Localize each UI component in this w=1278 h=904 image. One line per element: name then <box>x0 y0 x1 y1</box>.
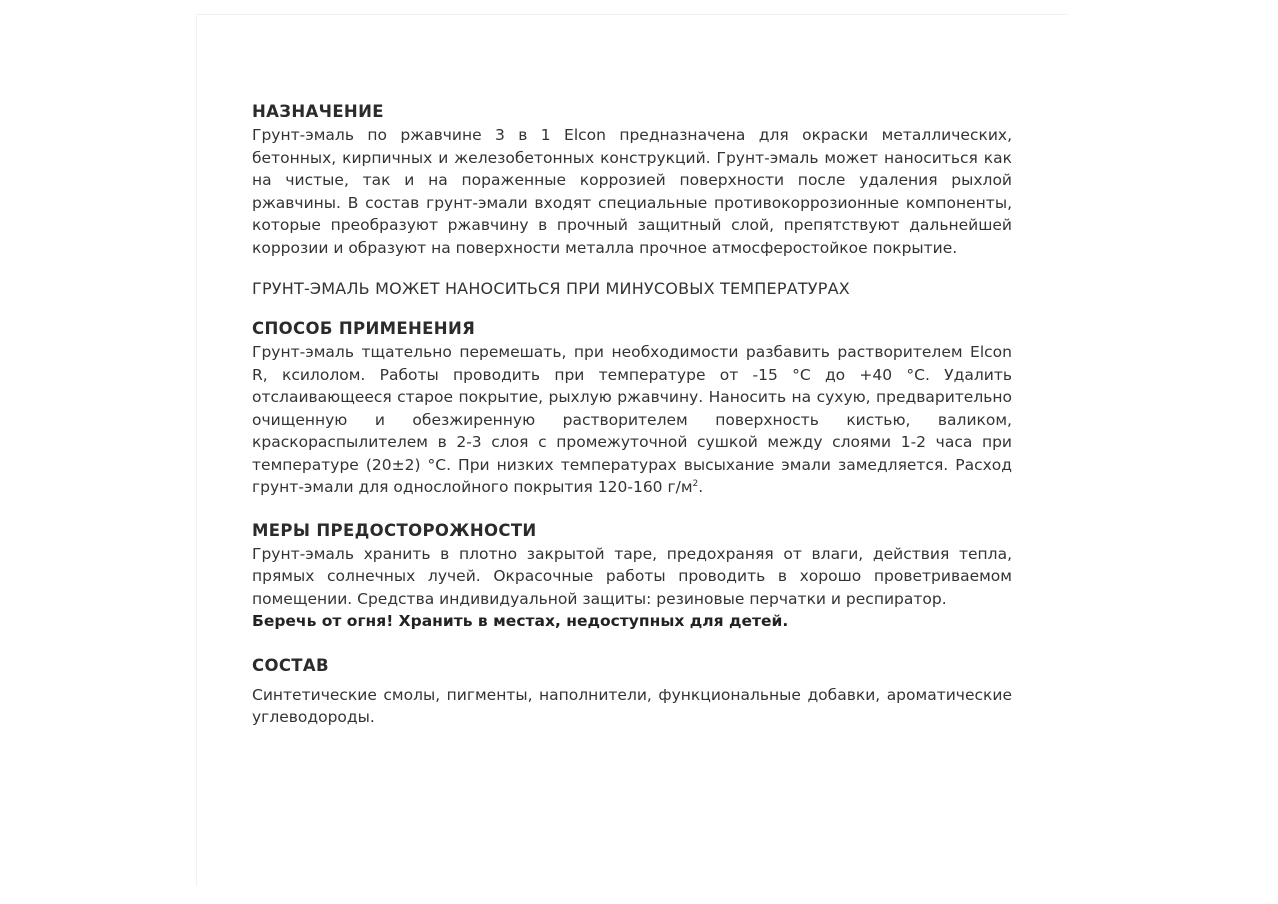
precautions-warning: Беречь от огня! Хранить в местах, недоступных для детей. <box>252 612 789 630</box>
document-body <box>252 100 1012 729</box>
section-precautions <box>252 519 1012 633</box>
section-composition <box>252 654 1012 729</box>
unit-superscript: 2 <box>692 478 699 489</box>
application-text-body: Грунт-эмаль тщательно перемешать, при необходимости разбавить растворителем Elcon R, ксилолом. Работы проводить при температуре от -15 °C до +40 °C. Удалить отслаивающееся старое покрытие, рыхлую ржавчину. Наносить на сухую, предварительно очищенную и обезжиренную растворителем поверхность кистью, валиком, краскораспылителем в 2-3 слоя с промежуточной сушкой между слоями 1-2 часа при температуре (20±2) °C. При низких температурах высыхание эмали замедляется. Расход грунт-эмали для однослойного покрытия 120-160 г/м <box>252 343 1012 496</box>
section-application <box>252 317 1012 499</box>
section-title-precautions: МЕРЫ ПРЕДОСТОРОЖНОСТИ <box>252 520 537 540</box>
application-text-end: . <box>698 478 704 496</box>
section-title-application: СПОСОБ ПРИМЕНЕНИЯ <box>252 319 476 338</box>
sheet-border-left <box>196 14 197 886</box>
section-text-purpose: Грунт-эмаль по ржавчине 3 в 1 Elcon предназначена для окраски металлических, бетонных, кирпичных и железобетонных конструкций. Грунт-эмаль может наноситься как на чистые, так и на пораженные коррозией поверхности после удаления рыхлой ржавчины. В состав грунт-эмали входят специальные противокоррозионные компоненты, которые преобразуют ржавчину в прочный защитный слой, препятствуют дальнейшей коррозии и образуют на поверхности металла прочное атмосферостойкое покрытие. <box>252 126 1012 257</box>
section-title-purpose: НАЗНАЧЕНИЕ <box>252 102 384 121</box>
notice-low-temperature: ГРУНТ-ЭМАЛЬ МОЖЕТ НАНОСИТЬСЯ ПРИ МИНУСОВЫХ ТЕМПЕРАТУРАХ <box>252 279 850 298</box>
section-text-precautions: Грунт-эмаль хранить в плотно закрытой таре, предохраняя от влаги, действия тепла, прямых солнечных лучей. Окрасочные работы проводить в хорошо проветриваемом помещении. Средства индивидуальной защиты: резиновые перчатки и респиратор. <box>252 544 1012 608</box>
section-text-application <box>252 341 1012 499</box>
sheet-border-top <box>196 14 1068 15</box>
section-title-composition: СОСТАВ <box>252 655 329 675</box>
section-purpose <box>252 100 1012 259</box>
section-text-composition: Синтетические смолы, пигменты, наполнители, функциональные добавки, ароматические углеводороды. <box>252 685 1012 726</box>
